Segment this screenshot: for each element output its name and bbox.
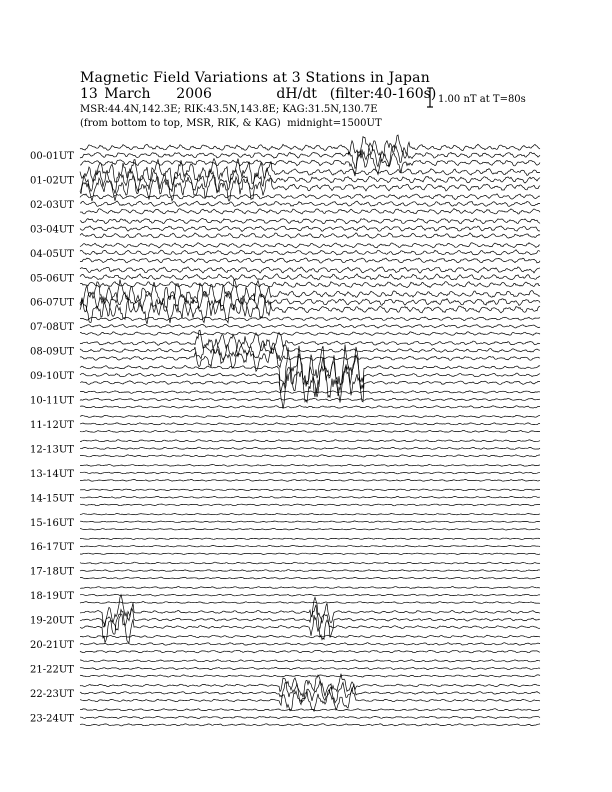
trace-23-24UT-kag (80, 709, 540, 711)
trace-05-06UT-kag (80, 267, 540, 273)
hour-label: 20-21UT (30, 640, 74, 651)
trace-09-10UT-msr (80, 364, 540, 408)
trace-17-18UT-msr (80, 577, 540, 579)
trace-11-12UT-msr (80, 430, 540, 432)
trace-21-22UT-rik (80, 667, 540, 669)
trace-03-04UT-kag (80, 219, 540, 224)
trace-00-01UT-msr (80, 153, 540, 176)
trace-04-05UT-rik (80, 250, 540, 255)
hour-label: 15-16UT (30, 517, 74, 529)
trace-14-15UT-msr (80, 504, 540, 506)
hour-label: 17-18UT (30, 566, 74, 578)
trace-20-21UT-rik (80, 643, 540, 646)
trace-16-17UT-kag (80, 538, 540, 539)
trace-20-21UT-msr (80, 650, 540, 653)
hour-label: 10-11UT (30, 395, 74, 407)
chart-title: Magnetic Field Variations at 3 Stations in Japan (80, 70, 430, 86)
hour-label: 23-24UT (30, 713, 74, 725)
trace-05-06UT-rik (80, 274, 540, 280)
trace-14-15UT-rik (80, 496, 540, 498)
trace-07-08UT-msr (80, 332, 540, 336)
date-filter-line: 13 March 2006 dH/dt (filter:40-160s) (80, 86, 437, 102)
station-order-note: (from bottom to top, MSR, RIK, & KAG) midnight=1500UT (80, 118, 382, 129)
trace-12-13UT-rik (80, 447, 540, 449)
hour-label: 05-06UT (30, 273, 74, 285)
hour-label: 08-09UT (30, 346, 74, 358)
hour-label: 01-02UT (30, 175, 74, 187)
hour-label: 13-14UT (30, 468, 74, 480)
trace-12-13UT-msr (80, 455, 540, 457)
trace-18-19UT-rik (80, 594, 540, 596)
trace-09-10UT-rik (80, 354, 540, 397)
trace-10-11UT-msr (80, 406, 540, 409)
trace-16-17UT-msr (80, 553, 540, 555)
trace-02-03UT-msr (80, 209, 540, 215)
hour-label: 11-12UT (30, 419, 74, 431)
trace-11-12UT-kag (80, 415, 540, 417)
trace-23-24UT-rik (80, 716, 540, 718)
trace-22-23UT-msr (80, 688, 540, 712)
trace-13-14UT-kag (80, 464, 540, 466)
trace-13-14UT-msr (80, 479, 540, 481)
trace-17-18UT-kag (80, 562, 540, 564)
trace-18-19UT-kag (80, 587, 540, 589)
trace-10-11UT-rik (80, 398, 540, 401)
trace-10-11UT-kag (80, 391, 540, 394)
trace-11-12UT-rik (80, 423, 540, 425)
hour-label: 00-01UT (30, 151, 74, 162)
hour-label: 09-10UT (30, 371, 74, 383)
trace-group (80, 135, 540, 726)
scale-label: 1.00 nT at T=80s (438, 94, 526, 105)
hour-label: 02-03UT (30, 199, 74, 211)
hour-label: 12-13UT (30, 444, 74, 456)
trace-21-22UT-kag (80, 660, 540, 662)
hour-label: 14-15UT (30, 493, 74, 505)
trace-05-06UT-msr (80, 282, 540, 288)
trace-21-22UT-msr (80, 675, 540, 677)
hour-label: 22-23UT (30, 688, 74, 700)
hour-label: 19-20UT (30, 615, 74, 627)
trace-13-14UT-rik (80, 472, 540, 474)
trace-07-08UT-rik (80, 324, 540, 328)
trace-15-16UT-kag (80, 514, 540, 515)
trace-19-20UT-msr (80, 614, 540, 643)
trace-04-05UT-msr (80, 258, 540, 263)
trace-16-17UT-rik (80, 546, 540, 547)
trace-18-19UT-msr (80, 602, 540, 604)
trace-17-18UT-rik (80, 570, 540, 572)
trace-07-08UT-kag (80, 317, 540, 321)
hour-label: 04-05UT (30, 248, 74, 260)
trace-06-07UT-msr (80, 296, 540, 324)
trace-15-16UT-msr (80, 528, 540, 530)
trace-09-10UT-kag (80, 345, 540, 387)
hour-label: 06-07UT (30, 297, 74, 309)
hour-label: 03-04UT (30, 224, 74, 236)
hour-label: 21-22UT (30, 664, 74, 676)
hour-label: 07-08UT (30, 322, 74, 334)
trace-12-13UT-kag (80, 440, 540, 442)
trace-20-21UT-kag (80, 635, 540, 638)
trace-15-16UT-rik (80, 521, 540, 523)
hour-label: 16-17UT (30, 542, 74, 554)
trace-14-15UT-kag (80, 489, 540, 491)
trace-02-03UT-rik (80, 201, 540, 207)
station-coordinates: MSR:44.4N,142.3E; RIK:43.5N,143.8E; KAG:31.5N,130.7E (80, 104, 378, 115)
trace-23-24UT-msr (80, 724, 540, 726)
trace-03-04UT-msr (80, 233, 540, 238)
trace-03-04UT-rik (80, 226, 540, 232)
trace-04-05UT-kag (80, 243, 540, 248)
trace-00-01UT-kag (80, 135, 540, 161)
hour-label-group (30, 151, 74, 724)
hour-label: 18-19UT (30, 591, 74, 603)
